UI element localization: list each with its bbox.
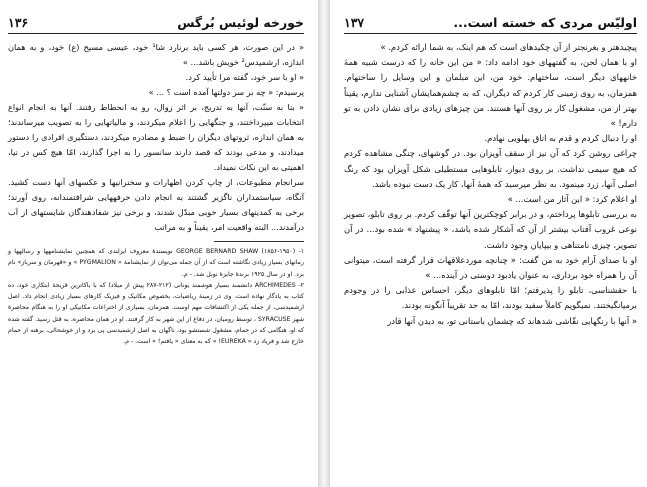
right-paragraph: چراغی روشن کرد که آن نیز از سقف آویزان بود. در گوشهای، چنگی مشاهده کردم که هیچ سیمی نداشت. بر روی دیوار، تابلوهایی مستطیلی شکل آویزان بود که رنگ اصلی آنها، زرد مینمود. به نظر میرسید که همهٔ آنها، کار یک دست نبوده باشد. bbox=[344, 148, 637, 189]
right-page-number: ۱۳۷ bbox=[344, 15, 365, 30]
book-gutter bbox=[318, 0, 330, 487]
right-paragraph: او با همان لحن، به گفتههای خود ادامه داد: « من این خانه را که درست شبیه همهٔ خانههای دیگر است، ساختهام. خود من، این مبلمان و این وسایل را ساختهام. همزمان، به روی زمینی کار کردم که دیگران، که به چشم‌همایشان آشنایی ندارم، یقیناً بهتر از من، مشغول کار بر روی آنها هستند. من چیزهای زیادی برای نشان دادن به تو دارم! » bbox=[344, 57, 637, 129]
left-page bbox=[0, 0, 318, 487]
right-paragraph: او را دنبال کردم و قدم به اتاق بهلویی نهادم. bbox=[484, 133, 637, 144]
left-paragraph: « او با سر خود، گفته مرا تأیید کرد. bbox=[185, 72, 304, 82]
left-page-header bbox=[8, 8, 304, 34]
right-paragraph: با حقشناسی، تابلو را پذیرفتم؛ امّا تابلوهای دیگر، احساس عذابی را در وجودم برمیانگیختند. نمیگویم کاملاً سفید بودند، امّا به حد تقریباً آنگونه بودند. bbox=[344, 285, 637, 311]
footnote: ۲- ARCHIMEDES دانشمند بسیار هوشمند یونانی (۲۱۲-۲۸۷ پیش از میلاد) که با باکاترین قریحهٔ ابتکاری خود، ده کتاب به یادگار نهاده است. وی در زمینهٔ ریاضیات، بخصوص مکانیک و فیزیک کارهای بسیار زیادی انجام داد. اصل ارشمیدسی، از جمله یکی از اکتشافات مهم اوست. همزمان، بسیاری از اختراعات مکانیکی او را به هنگام محاصرهٔ شهر SYRACUSE ، توسط رومیان، در دفاع از این شهر به کار گرفتند. او در همان محاصره، به قتل رسید. گفته شده که او، هنگامی که در حمام، مشغول شستشو بود، ناگهان به اصل ارشمیدسی پی برد و از خوشحالی، برهنه از حمام خارج شد و فریاد زد « EUREKA! » که به معنای « یافتم! » است. - م. bbox=[8, 281, 304, 346]
left-body-text bbox=[8, 40, 304, 235]
footnote-divider bbox=[214, 241, 304, 242]
left-page-number: ۱۳۶ bbox=[8, 15, 29, 30]
right-paragraph: او با صدای آرام خود به من گفت: « چنانچه موردعلاقهات قرار گرفته است، میتوانی آن را همراه خود برداری، به عنوان یادبود دوستی در آینده... » bbox=[344, 254, 637, 281]
right-paragraph: « آنها با رنگهایی نقّاشی شدهاند که چشمان باستانی تو، به دیدن آنها قادر bbox=[387, 315, 637, 326]
left-footnotes bbox=[8, 246, 304, 348]
right-paragraph: پیچیدهتر و بغرنجتر از آن چکیدهای است که هم اینک، به شما ارائه کردم. » bbox=[380, 42, 637, 52]
left-paragraph: « بنا به سنّت، آنها به تدریج، بر اثر زوال، رو به انحطاط رفتند. آنها به انجام انواع انتخابات میپرداختند، و جنگهایی را اعلام میکردند، و مالیاتهایی را به تصویب میرساندند؛ به همان اندازه، ثروتهای دیگران را ضبط و مصادره میکردند، دستگیری افرادی را دستور میدادند، و مدعی بودند که قصد دارند سانسور را به اجرا گذارند، امّا هیچ کس در نیا، اهمیتی به این نکات نمیداد. bbox=[8, 102, 304, 172]
right-body-text bbox=[344, 40, 637, 329]
footnote: ۱- GEORGE BERNARD SHAW (۱۸۵۶-۱۹۵۰) نویسندهٔ معروف ایرلندی که همچنین نمایشنامهها و رسالهها و رمانهای بسیار زیادی نگاشته است که از آن جمله می‌توان از نمایشنامهٔ « PYGMALION » و «قهرمان و سرباز» نام برد. او در سال ۱۹۲۵ برندهٔ جایزهٔ نوبل شد. - م. bbox=[8, 248, 305, 278]
left-paragraph: پرسیدم: « چه بر سر دولتها آمده است ؟ ... » bbox=[148, 87, 304, 97]
left-running-title: خورخه لوئیس بُرگس bbox=[177, 15, 304, 30]
right-running-title: اولیّس مردی که خسته است... bbox=[453, 15, 637, 30]
right-page-header bbox=[344, 8, 637, 34]
right-paragraph: به بررسی تابلوها پرداختم، و در برابر کوچکترین آنها توقّف کردم. بر روی تابلو، تصویر نوعی غروب آفتاب بیشتر از آن که آشکار شده باشد، « پیشنهاد » شده بود... در آن تصویر، چیزی نامتناهی و بیپایان وجود داشت. bbox=[344, 209, 637, 250]
right-paragraph: او اعلام کرد: « این آثار من است... » bbox=[507, 194, 637, 205]
right-page bbox=[330, 0, 647, 487]
left-paragraph: « در این صورت، هر کسی باید برنارد شا¹ خود، عیسی مسیح (ع) خود، و به همان اندازه، ارشمیدس² خویش باشد... » bbox=[8, 42, 304, 67]
left-paragraph: سرانجام مطبوعات، از چاپ کردن اظهارات و سخنرانیها و عکسهای آنها دست کشید. آنگاه، سیاستمداران ناگزیر گشتند به انجام دادن حرفههایی شرافتمندانه، روی آورند؛ برخی به کمدینهای بسیار خوبی مبدّل شدند، و برخی نیز شفادهندگان شایستهای از آب درآمدند... البته واقعیت امر، یقیناً و به مراتب bbox=[8, 177, 304, 232]
